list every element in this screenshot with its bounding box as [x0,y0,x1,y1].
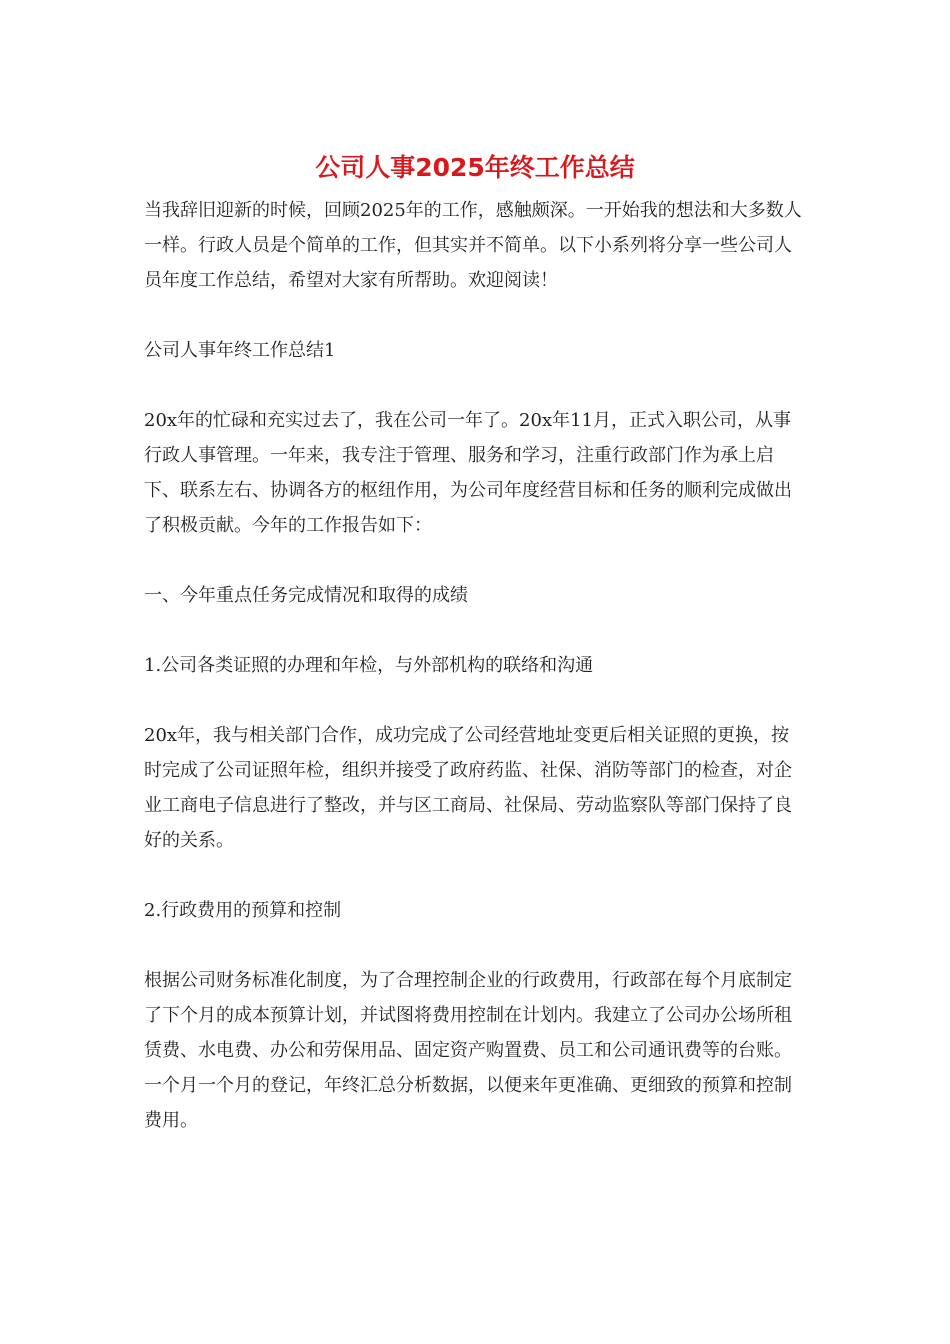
paragraph-spacer [144,613,804,648]
section-heading: 公司人事年终工作总结1 [144,340,336,361]
paragraph-spacer [144,368,804,403]
subsection-heading: 一、今年重点任务完成情况和取得的成绩 [144,585,468,606]
body-paragraph: 20x年，我与相关部门合作，成功完成了公司经营地址变更后相关证照的更换，按时完成了公司证照年检，组织并接受了政府药监、社保、消防等部门的检查，对企业工商电子信息进行了整改，并与区工商局、社保局、劳动监察队等部门保持了良好的关系。 [144,725,792,851]
item-heading: 1.公司各类证照的办理和年检，与外部机构的联络和沟通 [144,655,594,676]
document-title: 公司人事2025年终工作总结 [315,153,635,182]
paragraph-spacer [144,298,804,333]
paragraph-spacer [144,858,804,893]
paragraph-spacer [144,683,804,718]
body-paragraph: 20x年的忙碌和充实过去了，我在公司一年了。20x年11月，正式入职公司，从事行政人事管理。一年来，我专注于管理、服务和学习，注重行政部门作为承上启下、联系左右、协调各方的枢纽作用，为公司年度经营目标和任务的顺利完成做出了积极贡献。今年的工作报告如下： [144,410,792,536]
item-heading: 2.行政费用的预算和控制 [144,900,342,921]
paragraph-spacer [144,928,804,963]
paragraph-spacer [144,543,804,578]
intro-paragraph: 当我辞旧迎新的时候，回顾2025年的工作，感触颇深。一开始我的想法和大多数人一样。行政人员是个简单的工作，但其实并不简单。以下小系列将分享一些公司人员年度工作总结，希望对大家有所帮助。欢迎阅读！ [144,200,802,291]
body-paragraph: 根据公司财务标准化制度，为了合理控制企业的行政费用，行政部在每个月底制定了下个月的成本预算计划，并试图将费用控制在计划内。我建立了公司办公场所租赁费、水电费、办公和劳保用品、固定资产购置费、员工和公司通讯费等的台账。一个月一个月的登记，年终汇总分析数据，以便来年更准确、更细致的预算和控制费用。 [144,970,792,1131]
document-body [144,193,804,1138]
